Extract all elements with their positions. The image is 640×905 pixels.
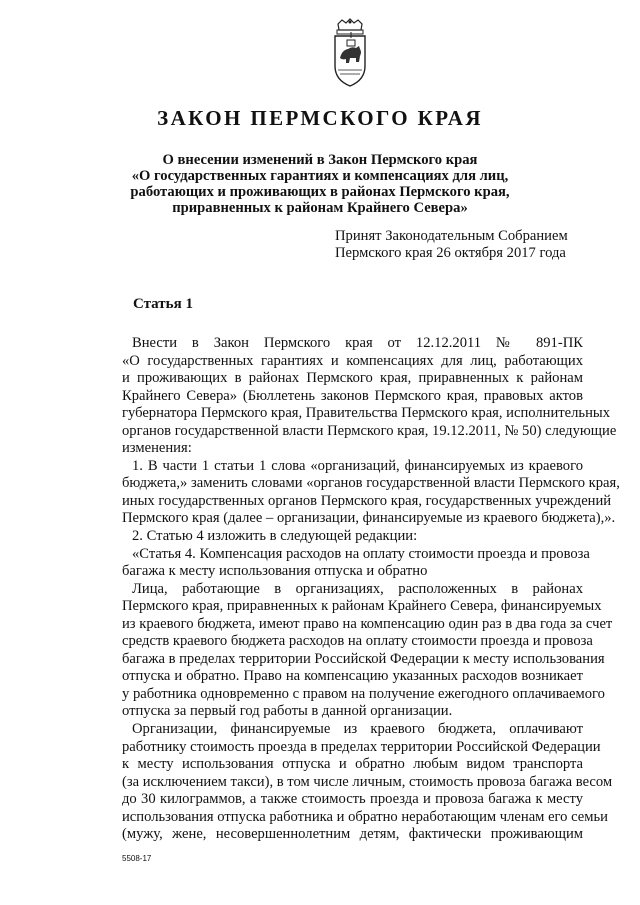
body-line: отпуска и обратно. Право на компенсацию указанных расходов возникает: [122, 668, 583, 685]
body-line: Организации, финансируемые из краевого бюджета, оплачивают: [132, 721, 583, 738]
subtitle-line: работающих и проживающих в районах Пермского края,: [130, 184, 510, 200]
body-line: «О государственных гарантиях и компенсациях для лиц, работающих: [122, 352, 583, 369]
body-line: 1. В части 1 статьи 1 слова «организаций, финансируемых из краевого: [132, 457, 583, 474]
body-line: губернатора Пермского края, Правительства Пермского края, исполнительных: [122, 405, 610, 422]
body-line: (за исключением такси), в том числе личным, стоимость провоза багажа весом: [122, 773, 613, 790]
article-heading: Статья 1: [133, 296, 193, 312]
body-line: багажа к месту использования отпуска и обратно: [122, 563, 428, 580]
law-subtitle: [0, 152, 640, 216]
body-line: багажа в пределах территории Российской Федерации к месту использования: [122, 650, 605, 667]
adoption-note: [335, 228, 625, 262]
body-line: «Статья 4. Компенсация расходов на оплату стоимости проезда и провоза: [132, 545, 590, 562]
body-line: (мужу, жене, несовершеннолетним детям, фактически проживающим: [122, 826, 583, 843]
body-line: Лица, работающие в организациях, расположенных в районах: [132, 580, 583, 597]
body-line: использования отпуска работника и обратно неработающим членам его семьи: [122, 808, 608, 825]
body-line: и проживающих в районах Пермского края, приравненных к районам: [122, 370, 583, 387]
body-line: бюджета,» заменить словами «органов государственной власти Пермского края,: [122, 475, 620, 492]
body-line: иных государственных органов Пермского края, государственных учреждений: [122, 492, 612, 509]
body-line: Пермского края, приравненных к районам Крайнего Севера, финансируемых: [122, 598, 602, 615]
perm-krai-coat-of-arms-icon: [328, 18, 372, 88]
body-line: 2. Статью 4 изложить в следующей редакции:: [132, 528, 418, 545]
body-line: из краевого бюджета, имеют право на компенсацию один раз в два года за счет: [122, 615, 613, 632]
body-line: отпуска за первый год работы в данной организации.: [122, 703, 453, 720]
adoption-line: Пермского края 26 октября 2017 года: [335, 245, 566, 261]
body-line: средств краевого бюджета расходов на оплату стоимости проезда и провоза: [122, 633, 593, 650]
body-line: работнику стоимость проезда в пределах территории Российской Федерации: [122, 738, 601, 755]
body-line: Крайнего Севера» (Бюллетень законов Пермского края, правовых актов: [122, 387, 583, 404]
body-line: у работника одновременно с правом на получение ежегодного оплачиваемого: [122, 685, 605, 702]
body-line: изменения:: [122, 440, 192, 457]
document-code: 5508-17: [122, 854, 152, 863]
body-line: до 30 килограммов, а также стоимость проезда и провоза багажа к месту: [122, 791, 583, 808]
subtitle-line: «О государственных гарантиях и компенсациях для лиц,: [131, 168, 509, 184]
body-line: органов государственной власти Пермского края, 19.12.2011, № 50) следующие: [122, 422, 617, 439]
body-line: Пермского края (далее – организации, финансируемые из краевого бюджета),».: [122, 510, 616, 527]
adoption-line: Принят Законодательным Собранием: [335, 228, 568, 244]
subtitle-line: О внесении изменений в Закон Пермского края: [162, 152, 478, 168]
subtitle-line: приравненных к районам Крайнего Севера»: [172, 200, 468, 216]
article-body: [122, 335, 620, 844]
body-line: Внести в Закон Пермского края от 12.12.2011 № 891-ПК: [132, 335, 583, 351]
body-line: к месту использования отпуска и обратно любым видом транспорта: [122, 756, 583, 773]
document-title: ЗАКОН ПЕРМСКОГО КРАЯ: [157, 106, 483, 130]
